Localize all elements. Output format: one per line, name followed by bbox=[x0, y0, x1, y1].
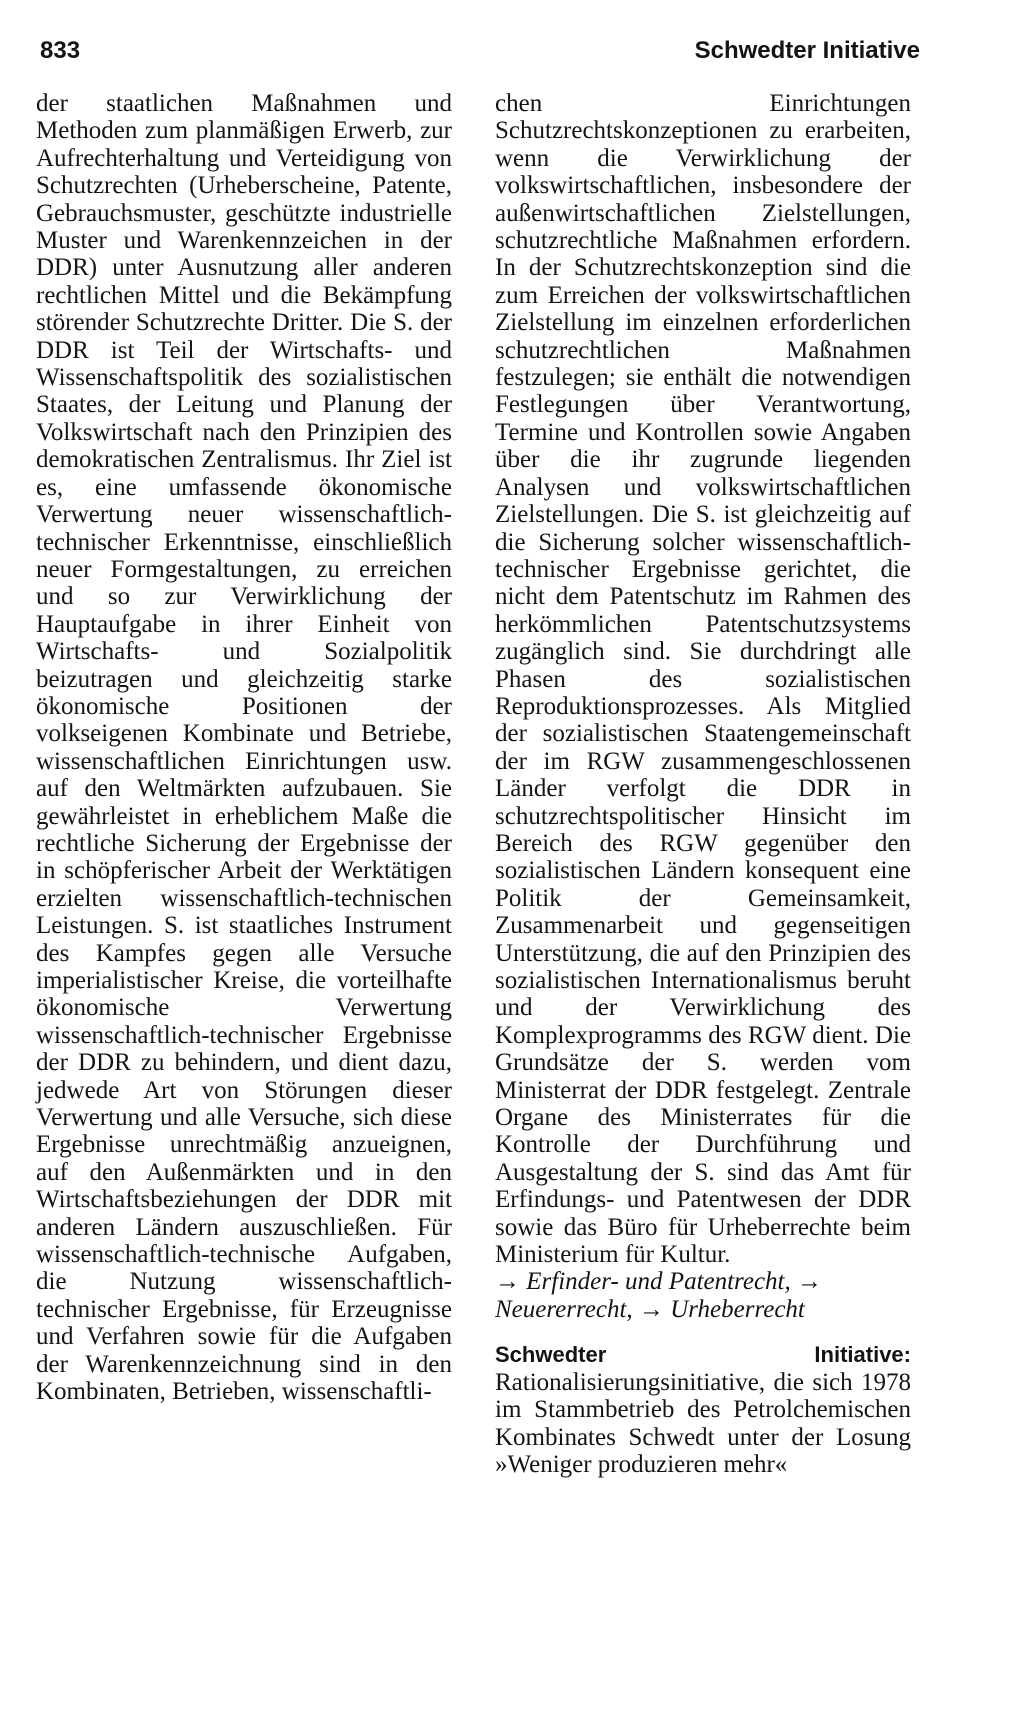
cross-reference-arrow-icon: → bbox=[495, 1268, 520, 1296]
cross-reference-arrow-icon: → bbox=[797, 1268, 822, 1296]
page-header bbox=[40, 34, 920, 68]
left-column-text: der staatlichen Maßnahmen und Methoden zum planmäßigen Erwerb, zur Aufrechterhaltung und Verteidigung von Schutzrechten (Urheberscheine, Patente, Gebrauchsmuster, geschützte industrielle Muster und Warenkennzeichen in der DDR) unter Ausnutzung aller anderen rechtlichen Mittel und die Bekämpfung störender Schutzrechte Dritter. Die S. der DDR ist Teil der Wirtschafts- und Wissenschaftspolitik des sozialistischen Staates, der Leitung und Planung der Volkswirtschaft nach den Prinzipien des demokratischen Zentralismus. Ihr Ziel ist es, eine umfassende ökonomische Verwertung neuer wissenschaftlich-technischer Erkenntnisse, einschließlich neuer Formgestaltungen, zu erreichen und so zur Verwirklichung der Hauptaufgabe in ihrer Einheit von Wirtschafts- und Sozialpolitik beizutragen und gleichzeitig starke ökonomische Positionen der volkseigenen Kombinate und Betriebe, wissenschaftlichen Einrichtungen usw. auf den Weltmärkten aufzubauen. Sie gewährleistet in erheblichem Maße die rechtliche Sicherung der Ergebnisse der in schöpferischer Arbeit der Werktätigen erzielten wissenschaftlich-technischen Leistungen. S. ist staatliches Instrument des Kampfes gegen alle Versuche imperialistischer Kreise, die vorteilhafte ökonomische Verwertung wissenschaftlich-technischer Ergebnisse der DDR zu behindern, und dient dazu, jedwede Art von Störungen dieser Verwertung und alle Versuche, sich diese Ergebnisse unrechtmäßig anzueignen, auf den Außenmärkten und in den Wirtschaftsbeziehungen der DDR mit anderen Ländern auszuschließen. Für wissenschaftlich-technische Aufgaben, die Nutzung wissenschaftlich-technischer Ergebnisse, für Erzeugnisse und Verfahren sowie für die Aufgaben der Warenkennzeichnung sind in den Kombinaten, Betrieben, wissenschaftli- bbox=[36, 90, 452, 1406]
right-column-text: chen Einrichtungen Schutzrechtskonzeptionen zu erarbeiten, wenn die Verwirklichung der volkswirtschaftlichen, insbesondere der außenwirtschaftlichen Zielstellungen, schutzrechtliche Maßnahmen erfordern. In der Schutzrechtskonzeption sind die zum Erreichen der volkswirtschaftlichen Zielstellung im einzelnen erforderlichen schutzrechtlichen Maßnahmen festzulegen; sie enthält die notwendigen Festlegungen über Verantwortung, Termine und Kontrollen sowie Angaben über die ihr zugrunde liegenden Analysen und volkswirtschaftlichen Zielstellungen. Die S. ist gleichzeitig auf die Sicherung solcher wissenschaftlich-technischer Ergebnisse gerichtet, die nicht dem Patentschutz im Rahmen des herkömmlichen Patentschutzsystems zugänglich sind. Sie durchdringt alle Phasen des sozialistischen Reproduktionsprozesses. Als Mitglied der sozialistischen Staatengemeinschaft der im RGW zusammengeschlossenen Länder verfolgt die DDR in schutzrechtspolitischer Hinsicht im Bereich des RGW gegenüber den sozialistischen Ländern konsequent eine Politik der Gemeinsamkeit, Zusammenarbeit und gegenseitigen Unterstützung, die auf den Prinzipien des sozialistischen Internationalismus beruht und der Verwirklichung des Komplexprogramms des RGW dient. Die Grundsätze der S. werden vom Ministerrat der DDR festgelegt. Zentrale Organe des Ministerrates für die Kontrolle der Durchführung und Ausgestaltung der S. sind das Amt für Erfindungs- und Patentwesen der DDR sowie das Büro für Urheberrechte beim Ministerium für Kultur. bbox=[495, 90, 911, 1269]
page-number: 833 bbox=[40, 37, 81, 64]
cross-references bbox=[495, 1268, 911, 1323]
running-head: Schwedter Initiative bbox=[694, 37, 920, 64]
cross-reference-link[interactable]: Neuererrecht, bbox=[495, 1295, 633, 1323]
cross-reference-arrow-icon: → bbox=[638, 1295, 664, 1323]
right-column bbox=[495, 90, 911, 1478]
left-column bbox=[36, 90, 452, 1406]
cross-reference-link[interactable]: Urheberrecht bbox=[670, 1295, 805, 1323]
cross-reference-link[interactable]: Erfinder- und Patentrecht, bbox=[526, 1268, 791, 1296]
entry-headword: Schwedter Initiative: bbox=[495, 1342, 911, 1368]
dictionary-entry bbox=[495, 1341, 911, 1478]
entry-text: Rationalisierungsinitiative, die sich 1978 im Stammbetrieb des Petrolchemischen Kombinates Schwedt unter der Losung »Weniger produzieren mehr« bbox=[495, 1368, 911, 1478]
